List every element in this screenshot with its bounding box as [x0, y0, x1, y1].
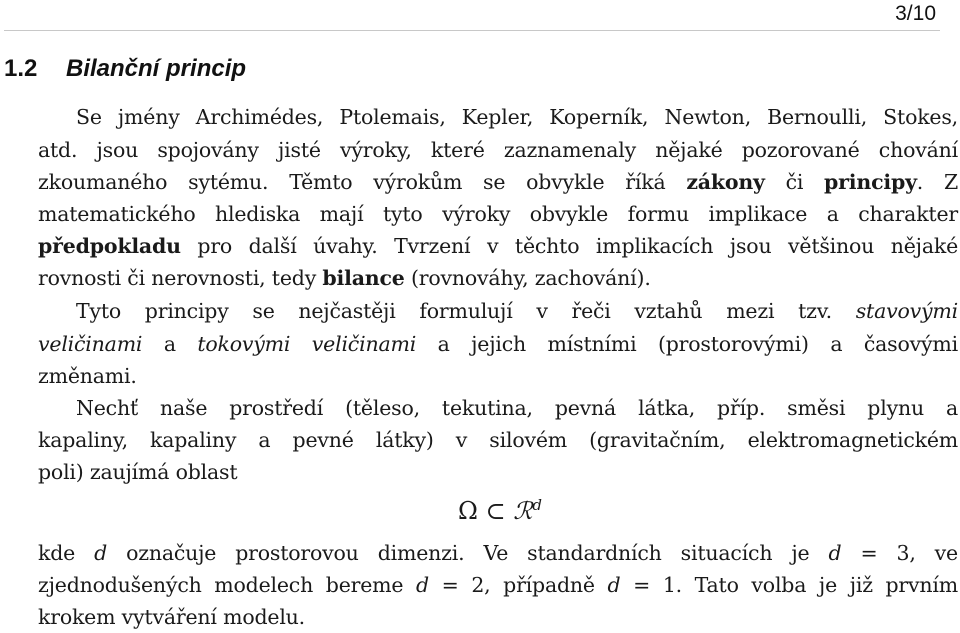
term-zakony: zákony — [686, 170, 765, 194]
paragraph-line: rovnosti či nerovnosti, tedy bilance (rovnováhy, zachování). — [38, 266, 651, 290]
paragraph-line: změnami. — [38, 364, 137, 388]
paragraph-line: Nechť naše prostředí (těleso, tekutina, pevná látka, příp. směsi plynu a — [76, 396, 958, 420]
paragraph-line: poli) zaujímá oblast — [38, 460, 238, 484]
section-number: 1.2 — [4, 55, 38, 82]
paragraph-line: atd. jsou spojovány jisté výroky, které zaznamenaly nějaké pozorované chování — [38, 138, 958, 162]
term-bilance: bilance — [322, 266, 405, 290]
paragraph-line: matematického hlediska mají tyto výroky obvykle formu implikace a charakter — [38, 202, 958, 226]
paragraph-line: Se jmény Archimédes, Ptolemais, Kepler, Koperník, Newton, Bernoulli, Stokes, — [76, 105, 958, 129]
paragraph-line: zjednodušených modelech bereme d = 2, případně d = 1. Tato volba je již prvním — [38, 573, 959, 597]
paragraph-line: kde d označuje prostorovou dimenzi. Ve standardních situacích je d = 3, ve — [38, 541, 958, 565]
page-number: 3/10 — [895, 2, 936, 25]
paragraph-line: kapaliny, kapaliny a pevné látky) v silovém (gravitačním, elektromagnetickém — [38, 428, 958, 452]
paragraph-line: veličinami a tokovými veličinami a jejich místními (prostorovými) a časovými — [38, 332, 959, 356]
term-predpokladu: předpokladu — [38, 234, 181, 258]
term-principy: principy — [824, 170, 917, 194]
formula-omega-subset-rd: Ω ⊂ ℛ$^d$ — [457, 496, 543, 525]
paragraph-line: zkoumaného sytému. Těmto výrokům se obvykle říká zákony či principy. Z — [38, 170, 958, 194]
paragraph-line: krokem vytváření modelu. — [38, 605, 305, 629]
paragraph-line: předpokladu pro další úvahy. Tvrzení v těchto implikacích jsou většinou nějaké — [38, 234, 958, 258]
paragraph-line: Tyto principy se nejčastěji formulují v řeči vztahů mezi tzv. stavovými — [76, 299, 958, 323]
header-divider — [4, 30, 940, 31]
section-heading — [4, 55, 246, 83]
section-title: Bilanční princip — [66, 55, 247, 82]
